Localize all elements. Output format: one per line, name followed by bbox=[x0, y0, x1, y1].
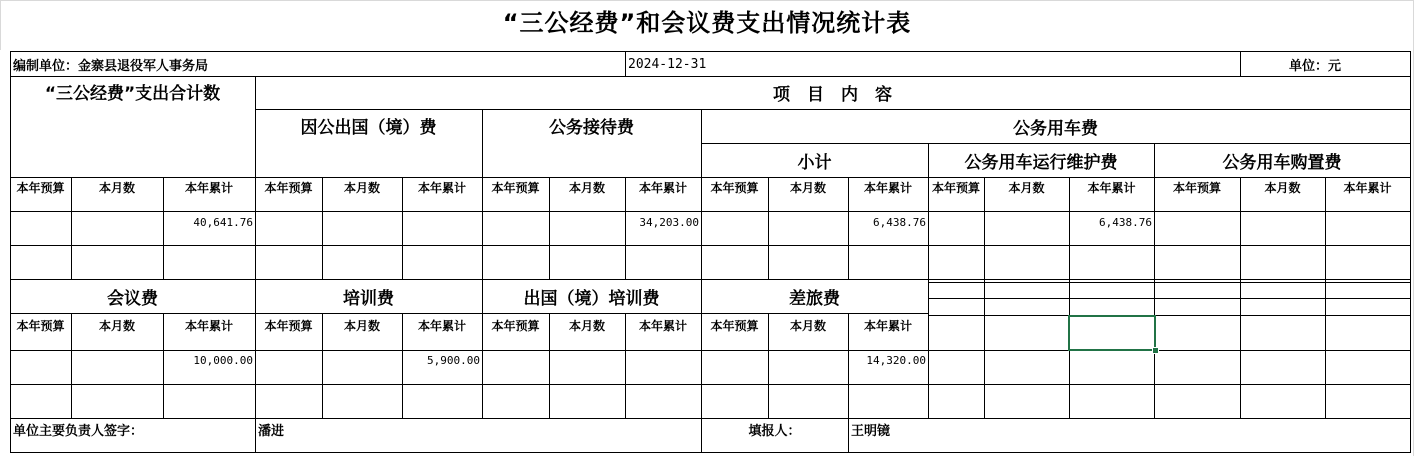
column-label-annual_budget[interactable]: 本年预算 bbox=[491, 318, 540, 333]
column-label-annual_budget[interactable]: 本年预算 bbox=[16, 318, 65, 333]
vehicle-subtotal-header[interactable]: 小计 bbox=[797, 152, 832, 173]
column-label-cumulative[interactable]: 本年累计 bbox=[863, 318, 912, 333]
total-cumulative-value[interactable]: 40,641.76 bbox=[193, 215, 253, 229]
column-label-cumulative[interactable]: 本年累计 bbox=[417, 318, 466, 333]
leader-signature-label[interactable]: 单位主要负责人签字： bbox=[13, 423, 144, 439]
column-label-cumulative[interactable]: 本年累计 bbox=[638, 180, 687, 195]
compiling-unit[interactable]: 编制单位：金寨县退役军人事务局 bbox=[13, 58, 209, 74]
column-label-monthly[interactable]: 本月数 bbox=[789, 180, 826, 195]
total-expenditure-header[interactable]: “三公经费”支出合计数 bbox=[44, 83, 221, 104]
column-label-monthly[interactable]: 本月数 bbox=[568, 318, 605, 333]
column-label-cumulative[interactable]: 本年累计 bbox=[638, 318, 687, 333]
column-label-cumulative[interactable]: 本年累计 bbox=[863, 180, 912, 195]
report-title: “三公经费”和会议费支出情况统计表 bbox=[502, 9, 912, 37]
column-label-annual_budget[interactable]: 本年预算 bbox=[710, 318, 759, 333]
column-label-monthly[interactable]: 本月数 bbox=[98, 318, 135, 333]
column-label-cumulative[interactable]: 本年累计 bbox=[1343, 180, 1392, 195]
column-label-annual_budget[interactable]: 本年预算 bbox=[1172, 180, 1221, 195]
training-expense-header[interactable]: 培训费 bbox=[343, 289, 394, 309]
abroad-expense-header[interactable]: 因公出国（境）费 bbox=[300, 117, 437, 138]
column-label-annual_budget[interactable]: 本年预算 bbox=[931, 180, 980, 195]
reception-expense-header[interactable]: 公务接待费 bbox=[549, 117, 634, 138]
currency-unit[interactable]: 单位：元 bbox=[1288, 58, 1341, 74]
column-label-monthly[interactable]: 本月数 bbox=[98, 180, 135, 195]
filler-name[interactable]: 王明镜 bbox=[851, 423, 891, 439]
column-label-cumulative[interactable]: 本年累计 bbox=[184, 318, 233, 333]
column-label-monthly[interactable]: 本月数 bbox=[343, 180, 380, 195]
column-label-annual_budget[interactable]: 本年预算 bbox=[16, 180, 65, 195]
maintenance-cumulative-value[interactable]: 6,438.76 bbox=[1099, 215, 1152, 229]
column-label-annual_budget[interactable]: 本年预算 bbox=[264, 180, 313, 195]
meeting-cumulative-value[interactable]: 10,000.00 bbox=[193, 353, 253, 367]
leader-name[interactable]: 潘进 bbox=[258, 423, 285, 439]
travel-cumulative-value[interactable]: 14,320.00 bbox=[866, 353, 926, 367]
abroad-training-expense-header[interactable]: 出国（境）培训费 bbox=[523, 289, 660, 309]
report-date[interactable]: 2024-12-31 bbox=[628, 56, 707, 72]
travel-expense-header[interactable]: 差旅费 bbox=[789, 289, 840, 309]
reception-cumulative-value[interactable]: 34,203.00 bbox=[639, 215, 699, 229]
column-label-cumulative[interactable]: 本年累计 bbox=[417, 180, 466, 195]
column-label-annual_budget[interactable]: 本年预算 bbox=[491, 180, 540, 195]
column-label-monthly[interactable]: 本月数 bbox=[568, 180, 605, 195]
training-cumulative-value[interactable]: 5,900.00 bbox=[427, 353, 480, 367]
vehicle-purchase-header[interactable]: 公务用车购置费 bbox=[1222, 152, 1342, 173]
column-label-cumulative[interactable]: 本年累计 bbox=[184, 180, 233, 195]
column-label-monthly[interactable]: 本月数 bbox=[343, 318, 380, 333]
column-label-cumulative[interactable]: 本年累计 bbox=[1087, 180, 1136, 195]
column-label-monthly[interactable]: 本月数 bbox=[1008, 180, 1045, 195]
column-label-monthly[interactable]: 本月数 bbox=[789, 318, 826, 333]
selected-cell[interactable] bbox=[1068, 315, 1156, 351]
fill-handle[interactable] bbox=[1152, 347, 1159, 354]
vehicle-subtotal-cumulative-value[interactable]: 6,438.76 bbox=[873, 215, 926, 229]
project-content-header[interactable]: 项 目 内 容 bbox=[773, 84, 892, 105]
column-label-annual_budget[interactable]: 本年预算 bbox=[264, 318, 313, 333]
column-label-monthly[interactable]: 本月数 bbox=[1264, 180, 1301, 195]
column-label-annual_budget[interactable]: 本年预算 bbox=[710, 180, 759, 195]
vehicle-expense-header[interactable]: 公务用车费 bbox=[1013, 119, 1098, 139]
meeting-expense-header[interactable]: 会议费 bbox=[107, 289, 158, 309]
vehicle-maintenance-header[interactable]: 公务用车运行维护费 bbox=[964, 152, 1118, 173]
filler-label[interactable]: 填报人： bbox=[748, 423, 801, 439]
